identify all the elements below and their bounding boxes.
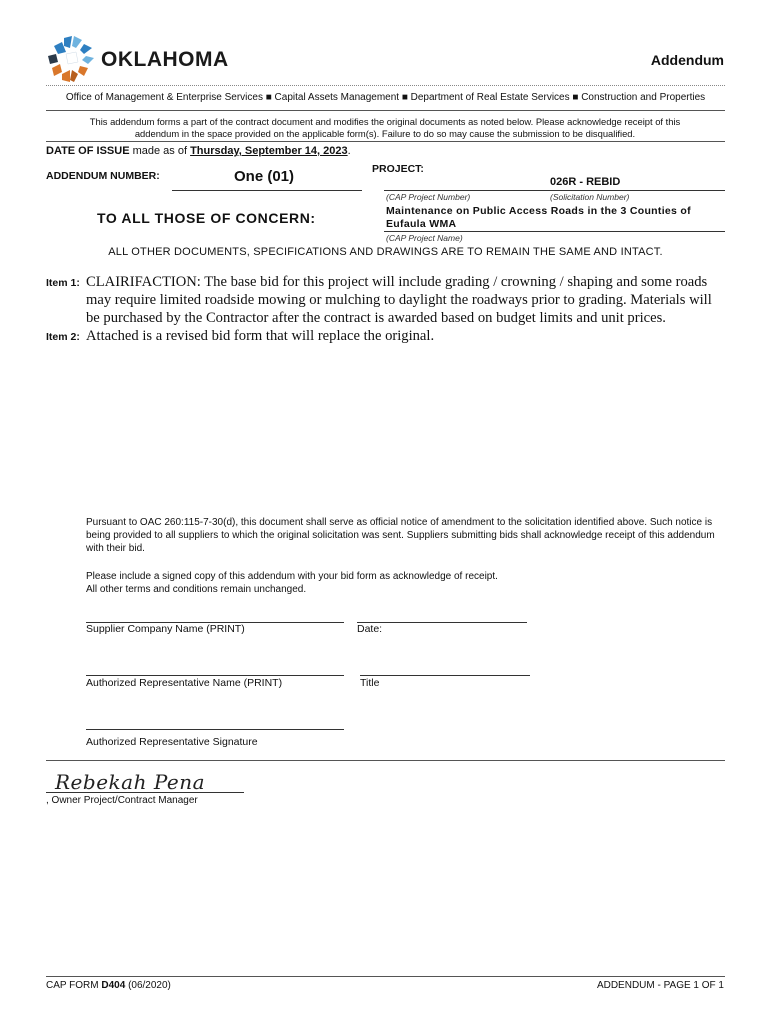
title-field[interactable]: [360, 675, 530, 676]
item-2: [46, 327, 716, 345]
cap-project-number-label: (CAP Project Number): [386, 192, 471, 202]
solicitation-number-label: (Solicitation Number): [550, 192, 630, 202]
project-number-underline: [384, 190, 725, 191]
supplier-company-label: Supplier Company Name (PRINT): [86, 623, 245, 635]
document-type-title: Addendum: [650, 52, 724, 68]
notice-line-2: addendum in the space provided on the applicable form(s). Failure to do so may cause the submission to be disqualified.: [134, 128, 636, 139]
owner-label: , Owner Project/Contract Manager: [46, 795, 198, 806]
office-line: Office of Management & Enterprise Services ■ Capital Assets Management ■ Department of Real Estate Services ■ Construction and Properties: [65, 92, 706, 103]
item-1: [46, 273, 716, 327]
owner-signature-line: [46, 792, 244, 793]
addendum-number-underline: [172, 190, 362, 191]
issue-made-as-of: made as of: [129, 145, 191, 157]
addendum-items: [46, 273, 716, 345]
rep-name-field[interactable]: [86, 675, 344, 676]
acknowledge-instructions: [86, 570, 726, 596]
header-divider: [46, 85, 725, 86]
please-line-1: Please include a signed copy of this addendum with your bid form as acknowledge of receipt.: [86, 571, 498, 582]
project-label: PROJECT:: [372, 163, 424, 175]
title-label: Title: [360, 677, 380, 689]
rep-signature-label: Authorized Representative Signature: [86, 736, 258, 748]
addendum-notice: [60, 116, 710, 140]
brand-wordmark: OKLAHOMA: [101, 48, 229, 71]
date-of-issue: [46, 145, 351, 157]
salutation: TO ALL THOSE OF CONCERN:: [97, 210, 316, 226]
signature-divider: [46, 760, 725, 761]
notice-line-1: This addendum forms a part of the contract document and modifies the original documents as noted below. Please acknowledge receipt of this: [89, 116, 681, 127]
please-line-2: All other terms and conditions remain unchanged.: [86, 584, 307, 595]
item-label: Item 1:: [46, 277, 80, 289]
project-name-underline: [384, 231, 725, 232]
form-prefix: CAP FORM: [46, 980, 102, 991]
page-number: ADDENDUM - PAGE 1 OF 1: [596, 980, 724, 991]
solicitation-number: 026R - REBID: [550, 176, 621, 188]
project-name: Maintenance on Public Access Roads in the 3 Counties of Eufaula WMA: [386, 205, 691, 230]
issue-period: .: [347, 145, 351, 157]
issue-label: DATE OF ISSUE: [46, 145, 130, 157]
addendum-number-value: One (01): [234, 168, 295, 185]
intact-statement: ALL OTHER DOCUMENTS, SPECIFICATIONS AND DRAWINGS ARE TO REMAIN THE SAME AND INTACT.: [108, 246, 663, 258]
owner-signature: Rebekah Pena: [55, 770, 206, 794]
date-field[interactable]: [357, 622, 527, 623]
form-code: D404: [101, 980, 126, 991]
form-date: (06/2020): [125, 980, 171, 991]
rep-name-label: Authorized Representative Name (PRINT): [86, 677, 283, 689]
oklahoma-logo-icon: [42, 34, 102, 86]
issue-date: Thursday, September 14, 2023: [190, 145, 348, 157]
office-divider: [46, 110, 725, 111]
pursuant-notice: Pursuant to OAC 260:115-7-30(d), this document shall serve as official notice of amendment to the solicitation identified above. Such notice is being provided to all suppliers to which the original solicitation was sent. Suppliers submitting bids shall acknowledge receipt of this addendum with their bid.: [86, 517, 715, 554]
form-id: [46, 980, 171, 991]
item-label: Item 2:: [46, 331, 80, 343]
notice-divider: [46, 141, 725, 142]
rep-signature-field[interactable]: [86, 729, 344, 730]
item-text: Attached is a revised bid form that will replace the original.: [86, 328, 435, 344]
item-text: CLAIRIFACTION: The base bid for this project will include grading / crowning / shaping and some roads may require limited roadside mowing or mulching to daylight the roadways prior to grading. Materials will be purchased by the Contractor after the contract is awarded based on budget limits and unit prices.: [86, 274, 712, 326]
footer-divider: [46, 976, 725, 977]
addendum-number-label: ADDENDUM NUMBER:: [46, 170, 160, 182]
cap-project-name-label: (CAP Project Name): [386, 233, 463, 243]
date-label: Date:: [357, 623, 383, 635]
